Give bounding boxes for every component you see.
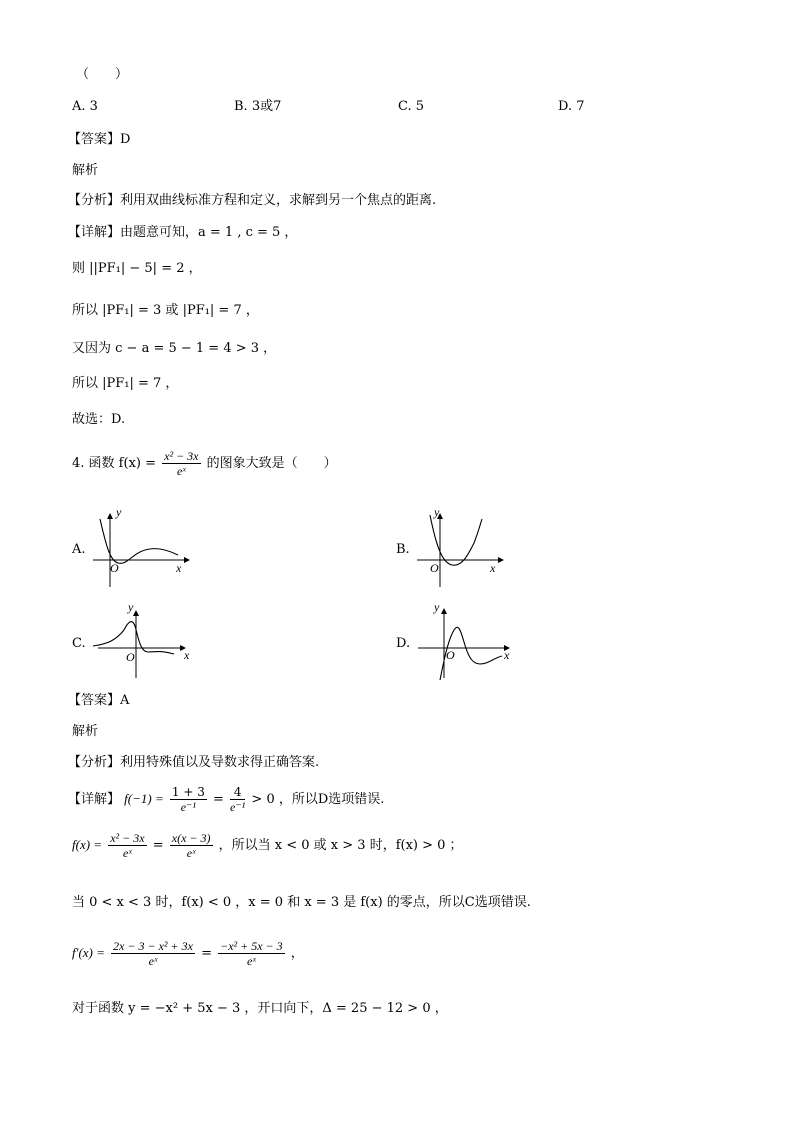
q4-l2-frac-2: $\frac{x(x - 3)}{\text{eˣ}}$	[171, 831, 211, 860]
graph-d-y-arrow	[441, 608, 447, 614]
graph-c-y-arrow	[133, 610, 139, 616]
q4-fenxi: 【分析】利用特殊值以及导数求得正确答案.	[68, 755, 320, 770]
graph-d-origin: O	[446, 648, 455, 662]
q3-option-a: A. 3	[72, 99, 98, 114]
q3-detail-line-1: 【详解】由题意可知，a = 1 , c = 5 ，	[68, 225, 298, 240]
graph-b-label: B.	[396, 542, 410, 557]
graph-a-label: A.	[72, 542, 86, 557]
q4-detail-line-5: 对于函数 y = −x² + 5x − 3 ，开口向下，Δ = 25 − 12 > 0 ，	[72, 1001, 448, 1016]
graph-b-origin: O	[430, 561, 439, 575]
graph-b-curve	[430, 515, 482, 565]
q4-answer: 【答案】A	[68, 693, 130, 708]
q4-analysis-heading: 解析	[72, 724, 99, 739]
graph-b-x-label: x	[490, 561, 496, 575]
q4-detail-line-4: f′(x) = $\frac{\text{2x − 3 − x² + 3x}}{\text{eˣ}}$ = $\frac{\text{−x² + 5x − 3}}{\text{eˣ}}$ ，	[72, 939, 304, 968]
q4-l4-frac-1: $\frac{\text{2x − 3 − x² + 3x}}{\text{eˣ}}$	[113, 939, 193, 968]
graph-a-x-arrow	[184, 557, 190, 563]
graph-b-plot	[412, 505, 522, 590]
q3-analysis-heading: 解析	[72, 163, 99, 178]
q3-detail-line-3: 所以 |PF₁| = 3 或 |PF₁| = 7 ，	[72, 303, 259, 318]
graph-a-x-label: x	[176, 561, 182, 575]
graph-c-x-label: x	[184, 648, 190, 662]
graph-a-y-arrow	[107, 513, 113, 519]
graph-a-origin: O	[110, 561, 119, 575]
graph-c-plot	[88, 600, 203, 685]
q3-fenxi: 【分析】利用双曲线标准方程和定义，求解到另一个焦点的距离.	[68, 193, 437, 208]
graph-a[interactable]	[88, 505, 198, 590]
q4-l1-frac-1: $\frac{1 + 3}{\text{e⁻¹}}$	[171, 785, 205, 814]
graph-d-y-label: y	[434, 600, 440, 614]
q3-answer: 【答案】D	[68, 132, 131, 147]
q4-l4-frac-2: $\frac{\text{−x² + 5x − 3}}{\text{eˣ}}$	[220, 939, 283, 968]
graph-d-x-label: x	[504, 648, 510, 662]
q4-l1-frac-2: $\frac{4}{\text{e⁻¹}}$	[230, 785, 246, 814]
graph-b-x-arrow	[498, 557, 504, 563]
q3-detail-line-6: 故选：D.	[72, 412, 126, 427]
q4-detail-line-1: 【详解】 f(−1) = $\frac{1 + 3}{\text{e⁻¹}}$ = $\frac{4}{\text{e⁻¹}}$ > 0 ，所以D选项错误.	[68, 785, 385, 814]
q3-detail-line-5: 所以 |PF₁| = 7 ，	[72, 376, 179, 391]
q4-stem: 4. 函数 f(x) = $\frac{\text{x² − 3x}}{\text{eˣ}}$ 的图象大致是（ ）	[72, 449, 337, 478]
graph-d-label: D.	[396, 636, 411, 651]
q4-detail-line-2: f(x) = $\frac{\text{x² − 3x}}{\text{eˣ}}$ = $\frac{x(x - 3)}{\text{eˣ}}$ ，所以当 x < 0 或 x > 3 时，f(x) > 0 ；	[72, 831, 463, 860]
graph-a-curve	[100, 519, 178, 563]
graph-d[interactable]	[412, 600, 522, 685]
q3-detail-line-4: 又因为 c − a = 5 − 1 = 4 > 3 ，	[72, 341, 277, 356]
graph-c[interactable]	[88, 600, 203, 685]
graph-a-y-label: y	[116, 505, 122, 519]
q4-stem-fraction: $\frac{\text{x² − 3x}}{\text{eˣ}}$	[164, 449, 199, 478]
q4-l2-frac-1: $\frac{\text{x² − 3x}}{\text{eˣ}}$	[110, 831, 145, 860]
graph-a-plot	[88, 505, 198, 590]
q4-detail-line-3: 当 0 < x < 3 时，f(x) < 0 ，x = 0 和 x = 3 是 f(x) 的零点，所以C选项错误.	[72, 895, 531, 910]
q3-detail-line-2: 则 ||PF₁| − 5| = 2 ，	[72, 261, 202, 276]
graph-b-y-label: y	[434, 505, 440, 519]
q3-option-c: C. 5	[398, 99, 425, 114]
graph-c-label: C.	[72, 636, 86, 651]
q3-option-d: D. 7	[558, 99, 585, 114]
graph-c-y-label: y	[128, 600, 134, 614]
graph-c-origin: O	[126, 650, 135, 664]
graph-d-plot	[412, 600, 522, 685]
graph-b[interactable]	[412, 505, 522, 590]
q3-blank: （ ）	[76, 67, 129, 82]
q3-option-b: B. 3或7	[234, 99, 282, 114]
